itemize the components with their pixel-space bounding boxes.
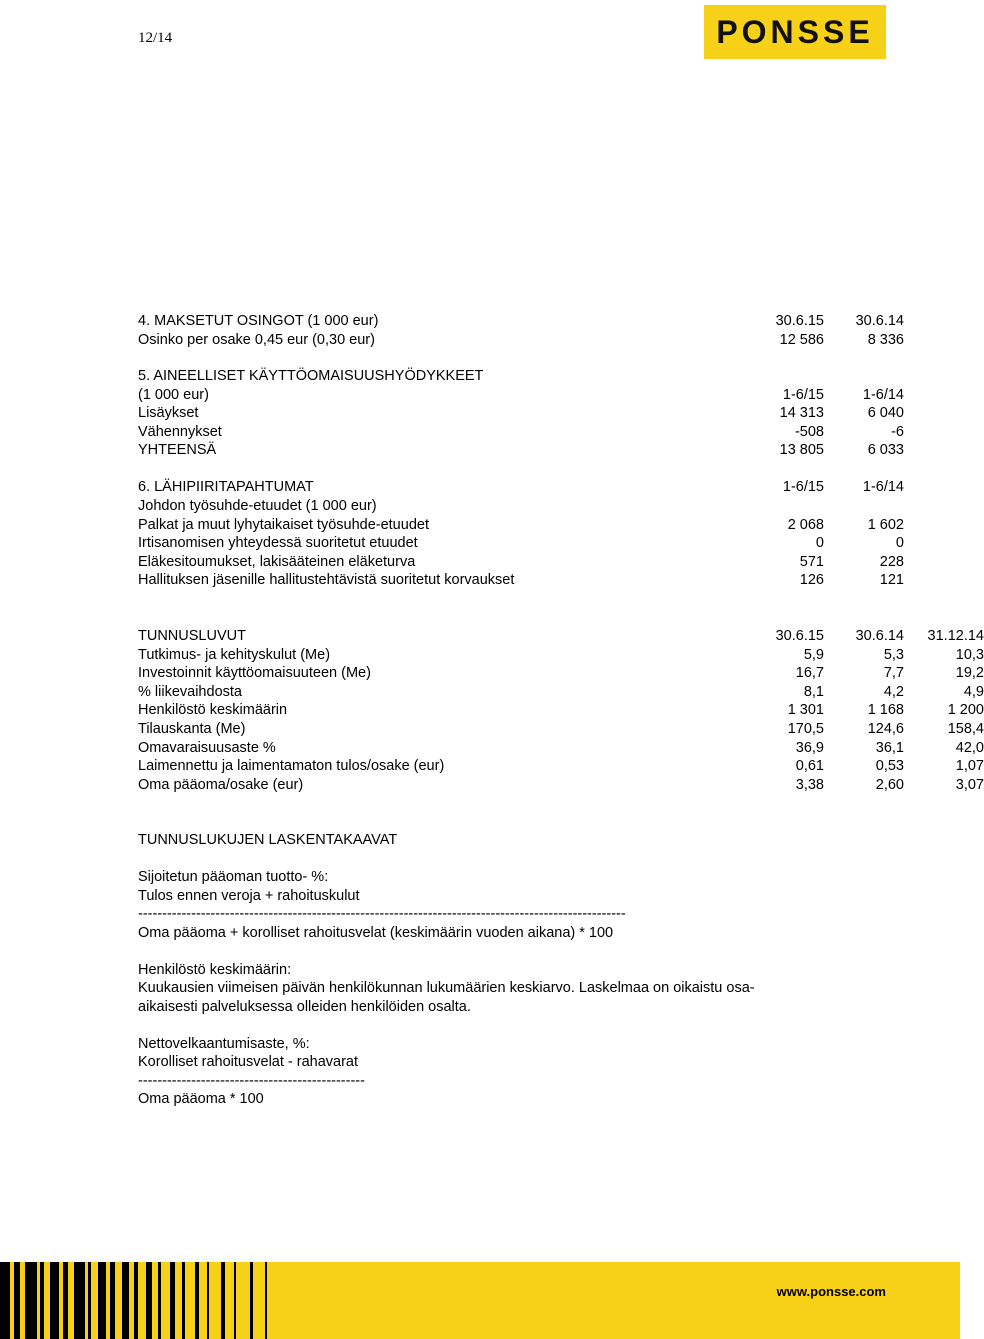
row-value: 6 033 bbox=[867, 442, 904, 458]
row-value: 0,61 bbox=[795, 758, 824, 774]
section6-h2: 1-6/14 bbox=[862, 479, 904, 495]
roi-numerator: Tulos ennen veroja + rahoituskulut bbox=[138, 888, 360, 904]
row-value: 5,9 bbox=[803, 647, 824, 663]
row-value: 1,07 bbox=[955, 758, 984, 774]
section4-title: 4. MAKSETUT OSINGOT (1 000 eur) bbox=[138, 313, 379, 329]
row-value: 158,4 bbox=[947, 721, 984, 737]
gearing-denominator: Oma pääoma * 100 bbox=[138, 1091, 264, 1107]
row-value: 10,3 bbox=[955, 647, 984, 663]
stripe bbox=[40, 1262, 44, 1339]
stripe bbox=[50, 1262, 59, 1339]
row-label: Investoinnit käyttöomaisuuteen (Me) bbox=[138, 665, 371, 681]
row-label: Osinko per osake 0,45 eur (0,30 eur) bbox=[138, 332, 375, 348]
row-label: Palkat ja muut lyhytaikaiset työsuhde-etuudet bbox=[138, 517, 429, 533]
section6-sub: Johdon työsuhde-etuudet (1 000 eur) bbox=[138, 498, 377, 514]
formulas-title: TUNNUSLUKUJEN LASKENTAKAAVAT bbox=[138, 832, 398, 848]
stripe bbox=[74, 1262, 85, 1339]
stripe bbox=[170, 1262, 175, 1339]
gearing-numerator: Korolliset rahoitusvelat - rahavarat bbox=[138, 1054, 359, 1070]
stripe bbox=[98, 1262, 106, 1339]
stripe bbox=[207, 1262, 209, 1339]
row-value: 42,0 bbox=[955, 740, 984, 756]
row-value: 8,1 bbox=[803, 684, 824, 700]
row-label: Omavaraisuusaste % bbox=[138, 740, 276, 756]
row-value: 4,9 bbox=[963, 684, 984, 700]
tunnusluvut-h1: 30.6.15 bbox=[775, 628, 824, 644]
row-value: 3,07 bbox=[955, 777, 984, 793]
stripe bbox=[182, 1262, 185, 1339]
row-label: % liikevaihdosta bbox=[138, 684, 242, 700]
stripe bbox=[265, 1262, 267, 1339]
section4-h1: 30.6.15 bbox=[775, 313, 824, 329]
staff-text-1: Kuukausien viimeisen päivän henkilökunnan lukumäärien keskiarvo. Laskelmaa on oikaistu osa- bbox=[138, 980, 755, 996]
row-value: 2 068 bbox=[787, 517, 824, 533]
stripe bbox=[88, 1262, 91, 1339]
row-label: Lisäykset bbox=[138, 405, 199, 421]
row-value: -508 bbox=[794, 424, 824, 440]
gearing-divider: ----------------------------------------------- bbox=[138, 1073, 365, 1089]
row-value: 121 bbox=[879, 572, 904, 588]
row-value: 36,9 bbox=[795, 740, 824, 756]
row-value: 6 040 bbox=[867, 405, 904, 421]
section5-sub: (1 000 eur) bbox=[138, 387, 209, 403]
stripe bbox=[122, 1262, 129, 1339]
row-value: 1 602 bbox=[867, 517, 904, 533]
row-value: 0 bbox=[895, 535, 904, 551]
row-value: 1 200 bbox=[947, 702, 984, 718]
staff-title: Henkilöstö keskimäärin: bbox=[138, 962, 292, 978]
row-label: Laimennettu ja laimentamaton tulos/osake (eur) bbox=[138, 758, 445, 774]
stripe bbox=[63, 1262, 68, 1339]
footer-band bbox=[0, 1262, 960, 1339]
stripe bbox=[158, 1262, 161, 1339]
row-value: 1 301 bbox=[787, 702, 824, 718]
row-value: 228 bbox=[879, 554, 904, 570]
row-value: 0,53 bbox=[875, 758, 904, 774]
roi-denominator: Oma pääoma + korolliset rahoitusvelat (keskimäärin vuoden aikana) * 100 bbox=[138, 925, 614, 941]
stripe bbox=[250, 1262, 253, 1339]
row-value: 5,3 bbox=[883, 647, 904, 663]
row-value: 16,7 bbox=[795, 665, 824, 681]
tunnusluvut-h2: 30.6.14 bbox=[855, 628, 904, 644]
row-label: Oma pääoma/osake (eur) bbox=[138, 777, 304, 793]
stripe bbox=[110, 1262, 115, 1339]
section6-title: 6. LÄHIPIIRITAPAHTUMAT bbox=[138, 479, 314, 495]
row-label: YHTEENSÄ bbox=[138, 442, 217, 458]
section4-h2: 30.6.14 bbox=[855, 313, 904, 329]
stripe bbox=[221, 1262, 225, 1339]
row-value: 13 805 bbox=[779, 442, 824, 458]
section6-h1: 1-6/15 bbox=[782, 479, 824, 495]
row-value: 2,60 bbox=[875, 777, 904, 793]
row-value: 8 336 bbox=[867, 332, 904, 348]
staff-text-2: aikaisesti palveluksessa olleiden henkilöiden osalta. bbox=[138, 999, 471, 1015]
row-value: 4,2 bbox=[883, 684, 904, 700]
stripe bbox=[134, 1262, 138, 1339]
row-label: Tilauskanta (Me) bbox=[138, 721, 246, 737]
stripe bbox=[234, 1262, 236, 1339]
page-number: 12/14 bbox=[138, 30, 173, 46]
row-value: 124,6 bbox=[867, 721, 904, 737]
row-label: Irtisanomisen yhteydessä suoritetut etuudet bbox=[138, 535, 418, 551]
stripe bbox=[14, 1262, 20, 1339]
row-value: 0 bbox=[815, 535, 824, 551]
footer-stripes bbox=[0, 1262, 420, 1339]
roi-title: Sijoitetun pääoman tuotto- %: bbox=[138, 869, 329, 885]
row-value: 19,2 bbox=[955, 665, 984, 681]
row-value: 7,7 bbox=[883, 665, 904, 681]
row-value: 126 bbox=[799, 572, 824, 588]
row-label: Hallituksen jäsenille hallitustehtävistä suoritetut korvaukset bbox=[138, 572, 515, 588]
section5-h1: 1-6/15 bbox=[782, 387, 824, 403]
row-value: -6 bbox=[891, 424, 904, 440]
row-value: 12 586 bbox=[779, 332, 824, 348]
row-label: Tutkimus- ja kehityskulut (Me) bbox=[138, 647, 331, 663]
section5-title: 5. AINEELLISET KÄYTTÖOMAISUUSHYÖDYKKEET bbox=[138, 368, 484, 384]
gearing-title: Nettovelkaantumisaste, %: bbox=[138, 1036, 310, 1052]
footer-url[interactable]: www.ponsse.com bbox=[776, 1284, 886, 1299]
row-label: Vähennykset bbox=[138, 424, 222, 440]
tunnusluvut-title: TUNNUSLUVUT bbox=[138, 628, 246, 644]
row-value: 571 bbox=[799, 554, 824, 570]
row-value: 3,38 bbox=[795, 777, 824, 793]
stripe bbox=[195, 1262, 199, 1339]
section5-h2: 1-6/14 bbox=[862, 387, 904, 403]
tunnusluvut-h3: 31.12.14 bbox=[927, 628, 984, 644]
row-label: Henkilöstö keskimäärin bbox=[138, 702, 288, 718]
row-value: 170,5 bbox=[787, 721, 824, 737]
row-label: Eläkesitoumukset, lakisääteinen eläketurva bbox=[138, 554, 416, 570]
logo-text: PONSSE bbox=[716, 13, 874, 50]
stripe bbox=[146, 1262, 152, 1339]
row-value: 14 313 bbox=[779, 405, 824, 421]
stripe bbox=[0, 1262, 10, 1339]
roi-divider: ----------------------------------------------------------------------------------------------------- bbox=[138, 906, 626, 922]
row-value: 1 168 bbox=[867, 702, 904, 718]
row-value: 36,1 bbox=[875, 740, 904, 756]
ponsse-logo bbox=[704, 5, 886, 59]
stripe bbox=[25, 1262, 37, 1339]
